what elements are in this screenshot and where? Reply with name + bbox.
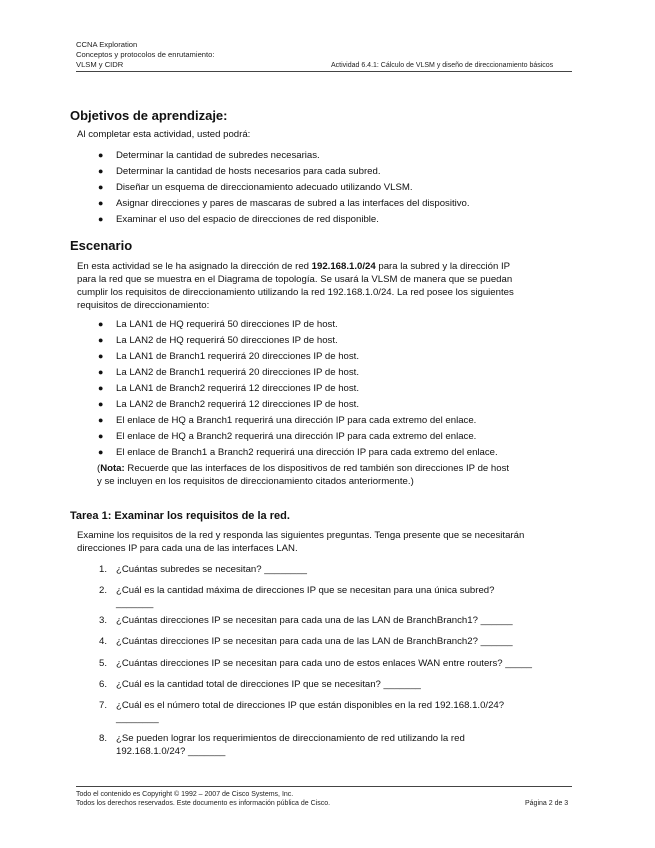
list-item: El enlace de HQ a Branch1 requerirá una dirección IP para cada extremo del enlace. <box>116 415 477 426</box>
header-course: CCNA Exploration <box>76 40 138 49</box>
answer-blank: ________ <box>116 713 159 724</box>
header-rule <box>76 71 572 72</box>
bullet: ● <box>98 447 104 457</box>
question-text: ¿Cuál es la cantidad total de direcciones IP que se necesitan? _______ <box>116 679 421 690</box>
question-text: ¿Cuántas direcciones IP se necesitan para cada una de las LAN de BranchBranch2? ______ <box>116 636 513 647</box>
list-item: Asignar direcciones y pares de mascaras de subred a las interfaces del dispositivo. <box>116 198 470 209</box>
list-item: La LAN1 de Branch1 requerirá 20 direcciones IP de host. <box>116 351 360 362</box>
question-number: 3. <box>98 615 107 626</box>
note-label: Nota: <box>100 463 125 474</box>
bullet: ● <box>98 431 104 441</box>
header-topic: VLSM y CIDR <box>76 60 124 69</box>
scenario-paragraph-line2: para la red que se muestra en el Diagrama de topología. Se usará la VLSM de manera que se puedan <box>77 274 513 285</box>
question-number: 5. <box>98 658 107 669</box>
bullet: ● <box>98 150 104 160</box>
answer-blank: 192.168.1.0/24? _______ <box>116 746 226 757</box>
bullet: ● <box>98 166 104 176</box>
bullet: ● <box>98 182 104 192</box>
question-number: 2. <box>98 585 107 596</box>
question-number: 7. <box>98 700 107 711</box>
list-item: Determinar la cantidad de subredes necesarias. <box>116 150 320 161</box>
bullet: ● <box>98 351 104 361</box>
scenario-note-line1 <box>97 463 509 476</box>
footer-rights: Todos los derechos reservados. Este documento es información pública de Cisco. <box>76 800 331 807</box>
question-number: 1. <box>98 564 107 575</box>
question-text: ¿Cuántas subredes se necesitan? ________ <box>116 564 307 575</box>
scenario-text: En esta actividad se le ha asignado la dirección de red <box>77 261 312 272</box>
list-item: Diseñar un esquema de direccionamiento adecuado utilizando VLSM. <box>116 182 413 193</box>
question-number: 8. <box>98 733 107 744</box>
footer-page-number: Página 2 de 3 <box>525 800 569 807</box>
bullet: ● <box>98 198 104 208</box>
list-item: La LAN1 de Branch2 requerirá 12 direcciones IP de host. <box>116 383 360 394</box>
list-item: El enlace de Branch1 a Branch2 requerirá una dirección IP para cada extremo del enlace. <box>116 447 498 458</box>
scenario-paragraph-line3: cumplir los requisitos de direccionamiento utilizando la red 192.168.1.0/24. La red posee los siguientes <box>77 287 514 298</box>
question-number: 4. <box>98 636 107 647</box>
bullet: ● <box>98 383 104 393</box>
scenario-note-line2: y se incluyen en los requisitos de direccionamiento citados anteriormente.) <box>97 476 414 487</box>
list-item: El enlace de HQ a Branch2 requerirá una dirección IP para cada extremo del enlace. <box>116 431 477 442</box>
task1-intro-line1: Examine los requisitos de la red y responda las siguientes preguntas. Tenga presente que se necesitarán <box>77 530 525 541</box>
bullet: ● <box>98 415 104 425</box>
list-item: Examinar el uso del espacio de direcciones de red disponible. <box>116 214 379 225</box>
bullet: ● <box>98 367 104 377</box>
question-text: ¿Cuál es el número total de direcciones IP que están disponibles en la red 192.168.1.0/24? <box>116 700 505 711</box>
scenario-text: para la subred y la dirección IP <box>375 261 511 272</box>
footer-rule <box>76 786 572 787</box>
note-paren: ( <box>97 463 101 474</box>
task1-intro-line2: direcciones IP para cada una de las interfaces LAN. <box>77 543 298 554</box>
bullet: ● <box>98 399 104 409</box>
question-number: 6. <box>98 679 107 690</box>
question-text: ¿Cuántas direcciones IP se necesitan para cada una de las LAN de BranchBranch1? ______ <box>116 615 513 626</box>
list-item: La LAN2 de Branch2 requerirá 12 direcciones IP de host. <box>116 399 360 410</box>
task1-title: Tarea 1: Examinar los requisitos de la red. <box>70 510 290 522</box>
scenario-paragraph-line1 <box>77 261 510 274</box>
scenario-paragraph-line4: requisitos de direccionamiento: <box>77 300 210 311</box>
bullet: ● <box>98 319 104 329</box>
list-item: La LAN2 de Branch1 requerirá 20 direcciones IP de host. <box>116 367 360 378</box>
bullet: ● <box>98 335 104 345</box>
note-text: Recuerde que las interfaces de los dispositivos de red también son direcciones IP de host <box>124 463 510 474</box>
list-item: Determinar la cantidad de hosts necesarios para cada subred. <box>116 166 381 177</box>
scenario-title: Escenario <box>70 238 133 253</box>
answer-blank: _______ <box>116 598 154 609</box>
bullet: ● <box>98 214 104 224</box>
header-module: Conceptos y protocolos de enrutamiento: <box>76 50 215 59</box>
header-activity: Actividad 6.4.1: Cálculo de VLSM y diseño de direccionamiento básicos <box>331 62 554 69</box>
assigned-network: 192.168.1.0/24 <box>311 261 376 272</box>
objectives-title: Objetivos de aprendizaje: <box>70 108 228 123</box>
question-text: ¿Se pueden lograr los requerimientos de direccionamiento de red utilizando la red <box>116 733 465 744</box>
question-text: ¿Cuál es la cantidad máxima de direcciones IP que se necesitan para una única subred? <box>116 585 495 596</box>
footer-copyright: Todo el contenido es Copyright © 1992 – 2007 de Cisco Systems, Inc. <box>76 791 294 798</box>
objectives-intro: Al completar esta actividad, usted podrá: <box>77 129 251 140</box>
list-item: La LAN2 de HQ requerirá 50 direcciones IP de host. <box>116 335 338 346</box>
question-text: ¿Cuántas direcciones IP se necesitan para cada uno de estos enlaces WAN entre routers? _____ <box>116 658 532 669</box>
list-item: La LAN1 de HQ requerirá 50 direcciones IP de host. <box>116 319 338 330</box>
